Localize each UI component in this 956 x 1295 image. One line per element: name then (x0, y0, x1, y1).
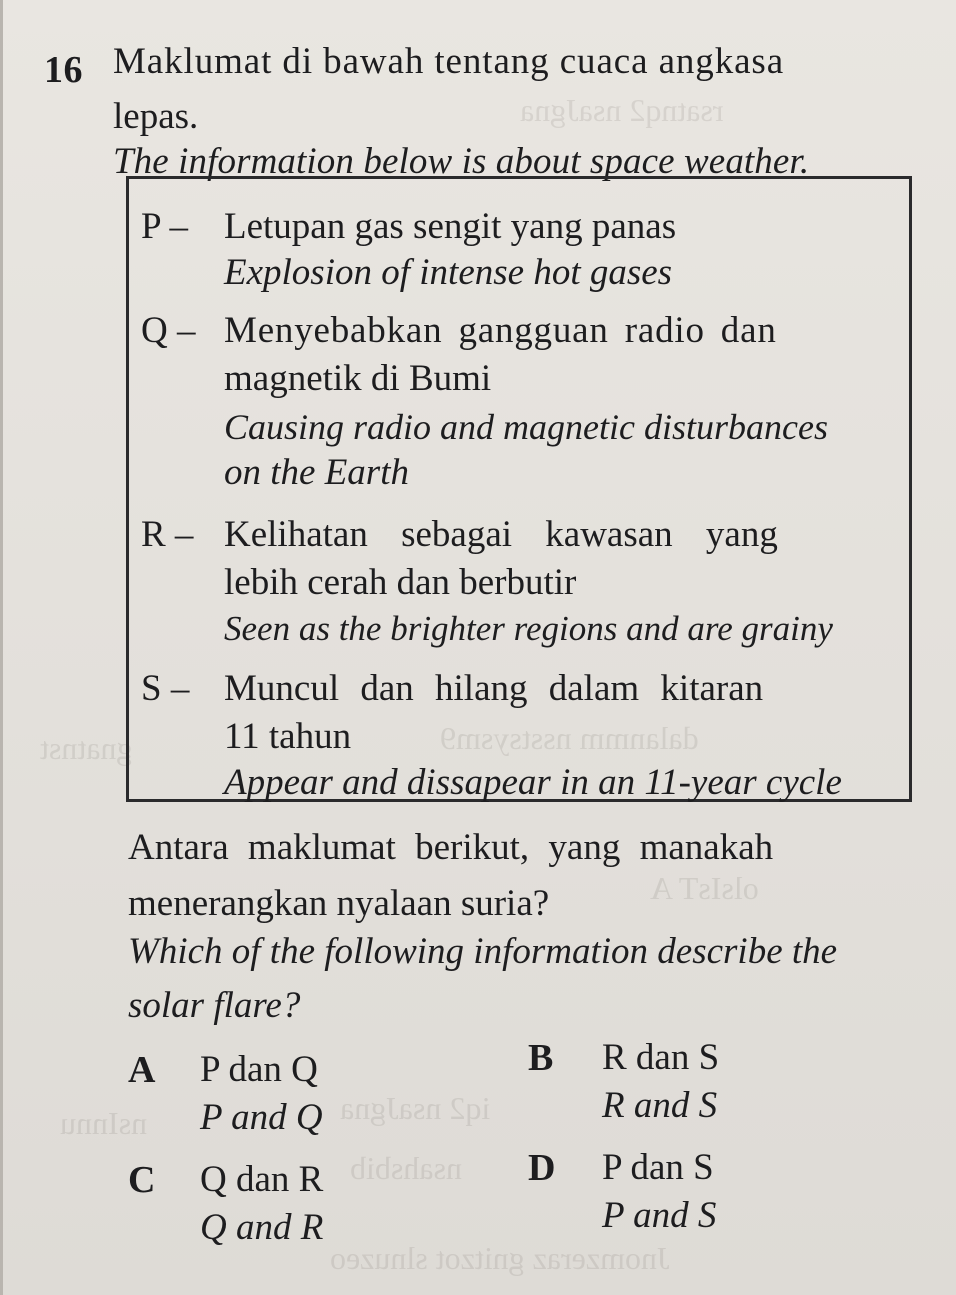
item-p-malay: Letupan gas sengit yang panas (224, 206, 677, 247)
item-s-malay-line-2: 11 tahun (224, 716, 352, 757)
question-number: 16 (44, 49, 83, 91)
option-c-malay[interactable]: Q dan R (200, 1159, 324, 1200)
option-a-letter[interactable]: A (128, 1049, 156, 1091)
show-through-marks: rsatnq2 nsaJgna (520, 92, 724, 128)
option-b-english: R and S (602, 1085, 718, 1126)
stem-malay-line-2: lepas. (113, 96, 199, 137)
option-b-letter[interactable]: B (528, 1037, 554, 1079)
item-label-p: P – (141, 206, 188, 247)
item-label-r: R – (141, 514, 194, 555)
stem-english: The information below is about space weather. (113, 141, 810, 182)
item-r-malay-line-2: lebih cerah dan berbutir (224, 562, 577, 603)
item-q-english-line-2: on the Earth (224, 452, 409, 493)
show-through-marks: nsahsbib (350, 1150, 462, 1186)
show-through-marks: Jnomzeraz gnitzot slnuzeo (330, 1240, 670, 1276)
show-through-marks: nsInnu (60, 1105, 148, 1141)
option-a-malay[interactable]: P dan Q (200, 1049, 318, 1090)
item-label-s: S – (141, 668, 190, 709)
item-q-malay-line-1: Menyebabkan gangguan radio dan (224, 310, 777, 351)
item-r-malay-line-1: Kelihatan sebagai kawasan yang (224, 514, 778, 555)
prompt-english-line-1: Which of the following information describe the (128, 931, 838, 972)
option-c-english: Q and R (200, 1207, 324, 1248)
option-d-english: P and S (602, 1195, 717, 1236)
prompt-malay-line-2: menerangkan nyalaan suria? (128, 883, 550, 924)
margin-rule (0, 0, 3, 1295)
item-p-english: Explosion of intense hot gases (224, 252, 673, 293)
show-through-marks: gnatnst (40, 730, 133, 766)
item-q-english-line-1: Causing radio and magnetic disturbances (224, 407, 828, 447)
show-through-marks: iq2 nsaJgna (340, 1090, 491, 1126)
prompt-malay-line-1: Antara maklumat berikut, yang manakah (128, 827, 774, 868)
option-a-english: P and Q (200, 1097, 323, 1138)
option-d-letter[interactable]: D (528, 1147, 556, 1189)
item-r-english: Seen as the brighter regions and are grainy (224, 609, 833, 648)
item-label-q: Q – (141, 310, 196, 351)
option-d-malay[interactable]: P dan S (602, 1147, 714, 1188)
option-b-malay[interactable]: R dan S (602, 1037, 720, 1078)
item-q-malay-line-2: magnetik di Bumi (224, 358, 492, 399)
show-through-marks: dalanmm nsstsysm9 (440, 720, 699, 756)
item-s-malay-line-1: Muncul dan hilang dalam kitaran (224, 668, 764, 709)
information-box (126, 176, 912, 802)
show-through-marks: olsIsT A (650, 870, 759, 906)
stem-malay-line-1: Maklumat di bawah tentang cuaca angkasa (113, 41, 785, 82)
prompt-english-line-2: solar flare? (128, 985, 301, 1026)
item-s-english: Appear and dissapear in an 11-year cycle (224, 762, 842, 803)
option-c-letter[interactable]: C (128, 1159, 156, 1201)
